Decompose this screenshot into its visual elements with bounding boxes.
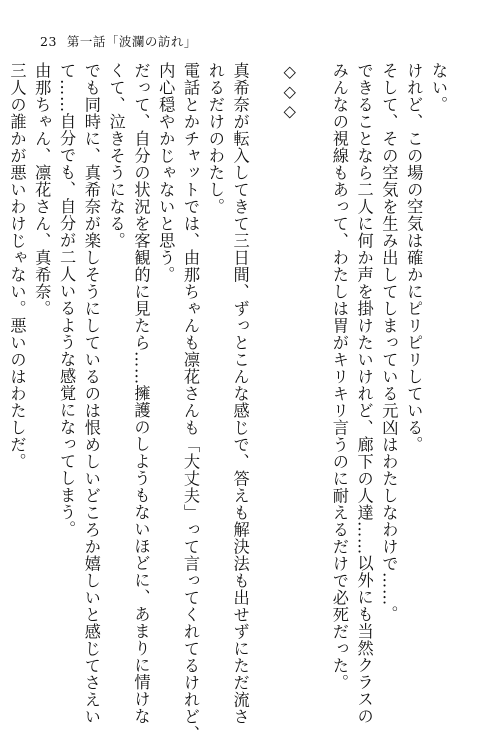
text-line: れるだけのわたし。 <box>205 62 225 215</box>
text-line: けれど、この場の空気は確かにピリピリしている。 <box>404 62 424 453</box>
text-line: て……自分でも、自分が二人いるような感覚になってしまう。 <box>57 62 77 538</box>
text-line: でも同時に、真希奈が楽しそうにしているのは恨めしいどころか嬉しいと感じてさえい <box>81 62 101 725</box>
page-number: 23 <box>40 34 57 49</box>
chapter-title: 第一話「波瀾の訪れ」 <box>66 34 197 49</box>
vertical-text-body <box>4 62 450 742</box>
running-header <box>40 34 197 50</box>
text-line: 三人の誰かが悪いわけじゃない。悪いのはわたしだ。 <box>7 62 27 470</box>
blank-line <box>301 62 326 682</box>
text-line: くて、泣きそうになる。 <box>106 62 126 249</box>
text-line: ない。 <box>429 62 448 113</box>
text-line: 内心穏やかじゃないと思う。 <box>156 62 176 283</box>
text-line: そして、その空気を生み出してしまっている元凶はわたしなわけで……。 <box>379 62 399 623</box>
text-line: 由那ちゃん、凛花さん、真希奈。 <box>32 62 52 317</box>
blank-line <box>252 62 277 682</box>
section-break: ◇◇◇ <box>280 62 300 122</box>
text-line: できることなら二人に何か声を掛けたいけれど、廊下の人達……以外にも当然クラスの <box>354 62 374 725</box>
text-line: だって、自分の状況を客観的に見たら……擁護のしようもないほどに、あまりに情けな <box>131 62 151 725</box>
text-line: 電話とかチャットでは、由那ちゃんも凛花さんも「大丈夫」って言ってくれてるけれど、 <box>181 62 201 742</box>
text-line: 真希奈が転入してきて三日間、ずっとこんな感じで、答えも解決法も出せずにただ流さ <box>230 62 250 725</box>
text-line: みんなの視線もあって、わたしは胃がキリキリ言うのに耐えるだけで必死だった。 <box>329 62 349 691</box>
